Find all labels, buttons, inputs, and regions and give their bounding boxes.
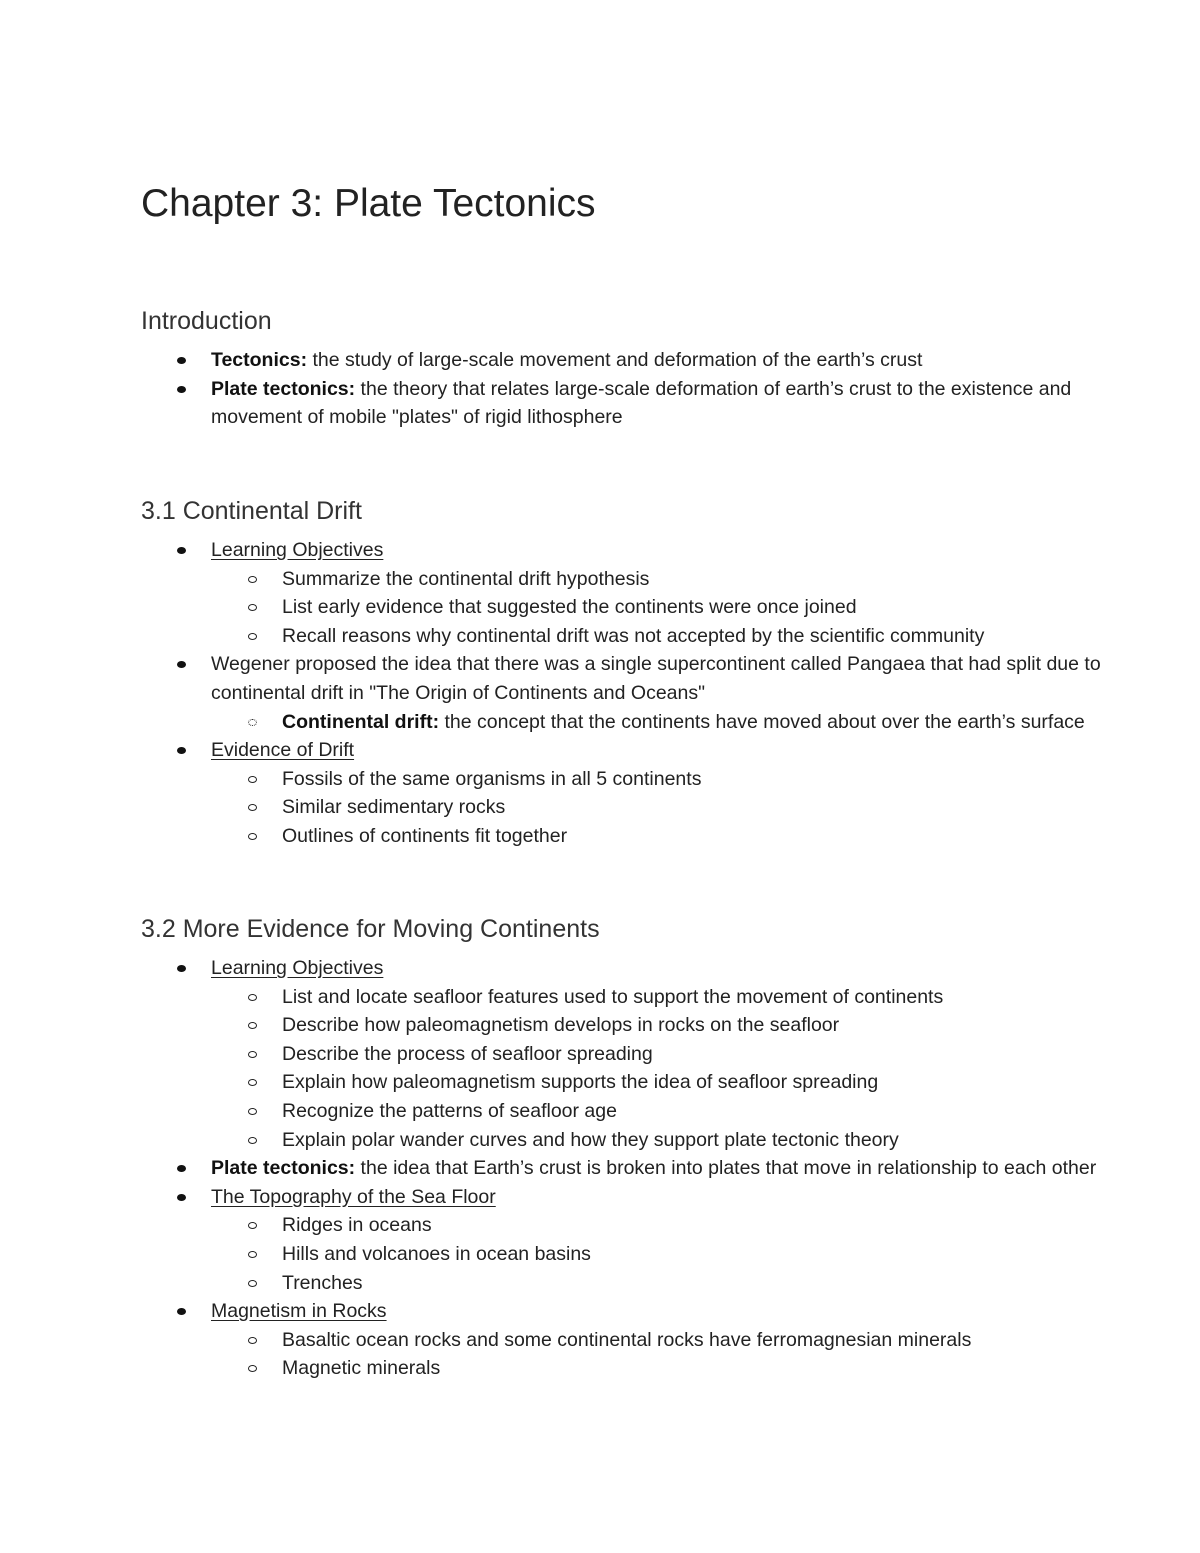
circle-bullet-icon bbox=[248, 1051, 257, 1058]
learning-objectives-link[interactable]: Learning Objectives bbox=[211, 957, 384, 979]
sub-list-item: Explain how paleomagnetism supports the idea of seafloor spreading bbox=[282, 1068, 1101, 1097]
sub-list-item: Basaltic ocean rocks and some continental rocks have ferromagnesian minerals bbox=[282, 1326, 1101, 1355]
circle-bullet-icon bbox=[248, 1280, 257, 1287]
sub-list bbox=[211, 708, 1101, 737]
circle-bullet-icon bbox=[248, 1222, 257, 1229]
sub-list-item: Recognize the patterns of seafloor age bbox=[282, 1097, 1101, 1126]
bullet-icon bbox=[177, 661, 186, 668]
bullet-icon bbox=[177, 747, 186, 754]
section-continental-drift bbox=[141, 493, 1101, 851]
circle-bullet-icon bbox=[248, 804, 257, 811]
bullet-icon bbox=[177, 1194, 186, 1201]
term-label: Plate tectonics: bbox=[211, 377, 356, 400]
bullet-icon bbox=[177, 965, 186, 972]
section-heading: Introduction bbox=[141, 307, 272, 335]
sub-list-item: Summarize the continental drift hypothesis bbox=[282, 565, 1101, 594]
sub-list-item: Fossils of the same organisms in all 5 continents bbox=[282, 765, 1101, 794]
sub-list-item: Similar sedimentary rocks bbox=[282, 793, 1101, 822]
sub-list bbox=[211, 983, 1101, 1155]
circle-bullet-icon bbox=[248, 1251, 257, 1258]
circle-bullet-icon bbox=[248, 1079, 257, 1086]
list-item bbox=[211, 375, 1101, 432]
section-list bbox=[141, 954, 1101, 1383]
section-heading: 3.1 Continental Drift bbox=[141, 497, 362, 525]
sub-list-item: List early evidence that suggested the continents were once joined bbox=[282, 593, 1101, 622]
list-item bbox=[211, 346, 1101, 375]
sub-list-item: Outlines of continents fit together bbox=[282, 822, 1101, 851]
sub-list-item bbox=[282, 708, 1101, 737]
term-label: Continental drift: bbox=[282, 710, 440, 733]
evidence-of-drift-link[interactable]: Evidence of Drift bbox=[211, 739, 355, 762]
term-definition: the concept that the continents have moved about over the earth’s surface bbox=[439, 710, 1085, 733]
bullet-icon bbox=[177, 1308, 186, 1315]
list-item bbox=[211, 536, 1101, 650]
sub-list-item: Recall reasons why continental drift was not accepted by the scientific community bbox=[282, 622, 1101, 651]
magnetism-link[interactable]: Magnetism in Rocks bbox=[211, 1300, 387, 1323]
wegener-text: Wegener proposed the idea that there was a single supercontinent called Pangaea that had split due to continental drift in "The Origin of Continents and Oceans" bbox=[211, 653, 1101, 704]
term-definition: the idea that Earth’s crust is broken into plates that move in relationship to each other bbox=[355, 1157, 1097, 1180]
topography-link[interactable]: The Topography of the Sea Floor bbox=[211, 1185, 496, 1208]
dotted-circle-bullet-icon bbox=[248, 719, 257, 726]
sub-list-item: Trenches bbox=[282, 1269, 1101, 1298]
bullet-icon bbox=[177, 547, 186, 554]
circle-bullet-icon bbox=[248, 1137, 257, 1144]
sub-list-item: Describe the process of seafloor spreading bbox=[282, 1040, 1101, 1069]
sub-list-item: Ridges in oceans bbox=[282, 1211, 1101, 1240]
section-heading: 3.2 More Evidence for Moving Continents bbox=[141, 915, 600, 943]
term-label: Plate tectonics: bbox=[211, 1157, 356, 1180]
section-more-evidence bbox=[141, 911, 1101, 1383]
circle-bullet-icon bbox=[248, 1337, 257, 1344]
learning-objectives-link[interactable]: Learning Objectives bbox=[211, 539, 384, 561]
circle-bullet-icon bbox=[248, 1022, 257, 1029]
intro-list bbox=[141, 346, 1101, 432]
circle-bullet-icon bbox=[248, 633, 257, 640]
sub-list-item: Explain polar wander curves and how they support plate tectonic theory bbox=[282, 1126, 1101, 1155]
list-item bbox=[211, 954, 1101, 1154]
circle-bullet-icon bbox=[248, 994, 257, 1001]
list-item bbox=[211, 1297, 1101, 1383]
circle-bullet-icon bbox=[248, 833, 257, 840]
list-item bbox=[211, 1183, 1101, 1297]
sub-list-item: Hills and volcanoes in ocean basins bbox=[282, 1240, 1101, 1269]
term-definition: the theory that relates large-scale deformation of earth’s crust to the existence and movement of mobile "plates" of rigid lithosphere bbox=[211, 377, 1072, 429]
list-item bbox=[211, 736, 1101, 850]
sub-list-item: List and locate seafloor features used to support the movement of continents bbox=[282, 983, 1101, 1012]
sub-list-item: Magnetic minerals bbox=[282, 1354, 1101, 1383]
circle-bullet-icon bbox=[248, 1365, 257, 1372]
circle-bullet-icon bbox=[248, 604, 257, 611]
section-list bbox=[141, 536, 1101, 851]
bullet-icon bbox=[177, 386, 186, 393]
term-definition: the study of large-scale movement and deformation of the earth’s crust bbox=[307, 349, 923, 371]
sub-list bbox=[211, 1211, 1101, 1297]
page-title: Chapter 3: Plate Tectonics bbox=[141, 182, 596, 225]
term-label: Tectonics: bbox=[211, 349, 308, 371]
sub-list-item: Describe how paleomagnetism develops in rocks on the seafloor bbox=[282, 1011, 1101, 1040]
sub-list bbox=[211, 765, 1101, 851]
sub-list bbox=[211, 1326, 1101, 1383]
sub-list bbox=[211, 565, 1101, 651]
bullet-icon bbox=[177, 357, 186, 364]
list-item bbox=[211, 650, 1101, 736]
section-introduction bbox=[141, 303, 1101, 432]
list-item bbox=[211, 1154, 1101, 1183]
circle-bullet-icon bbox=[248, 1108, 257, 1115]
bullet-icon bbox=[177, 1165, 186, 1172]
circle-bullet-icon bbox=[248, 576, 257, 583]
circle-bullet-icon bbox=[248, 776, 257, 783]
